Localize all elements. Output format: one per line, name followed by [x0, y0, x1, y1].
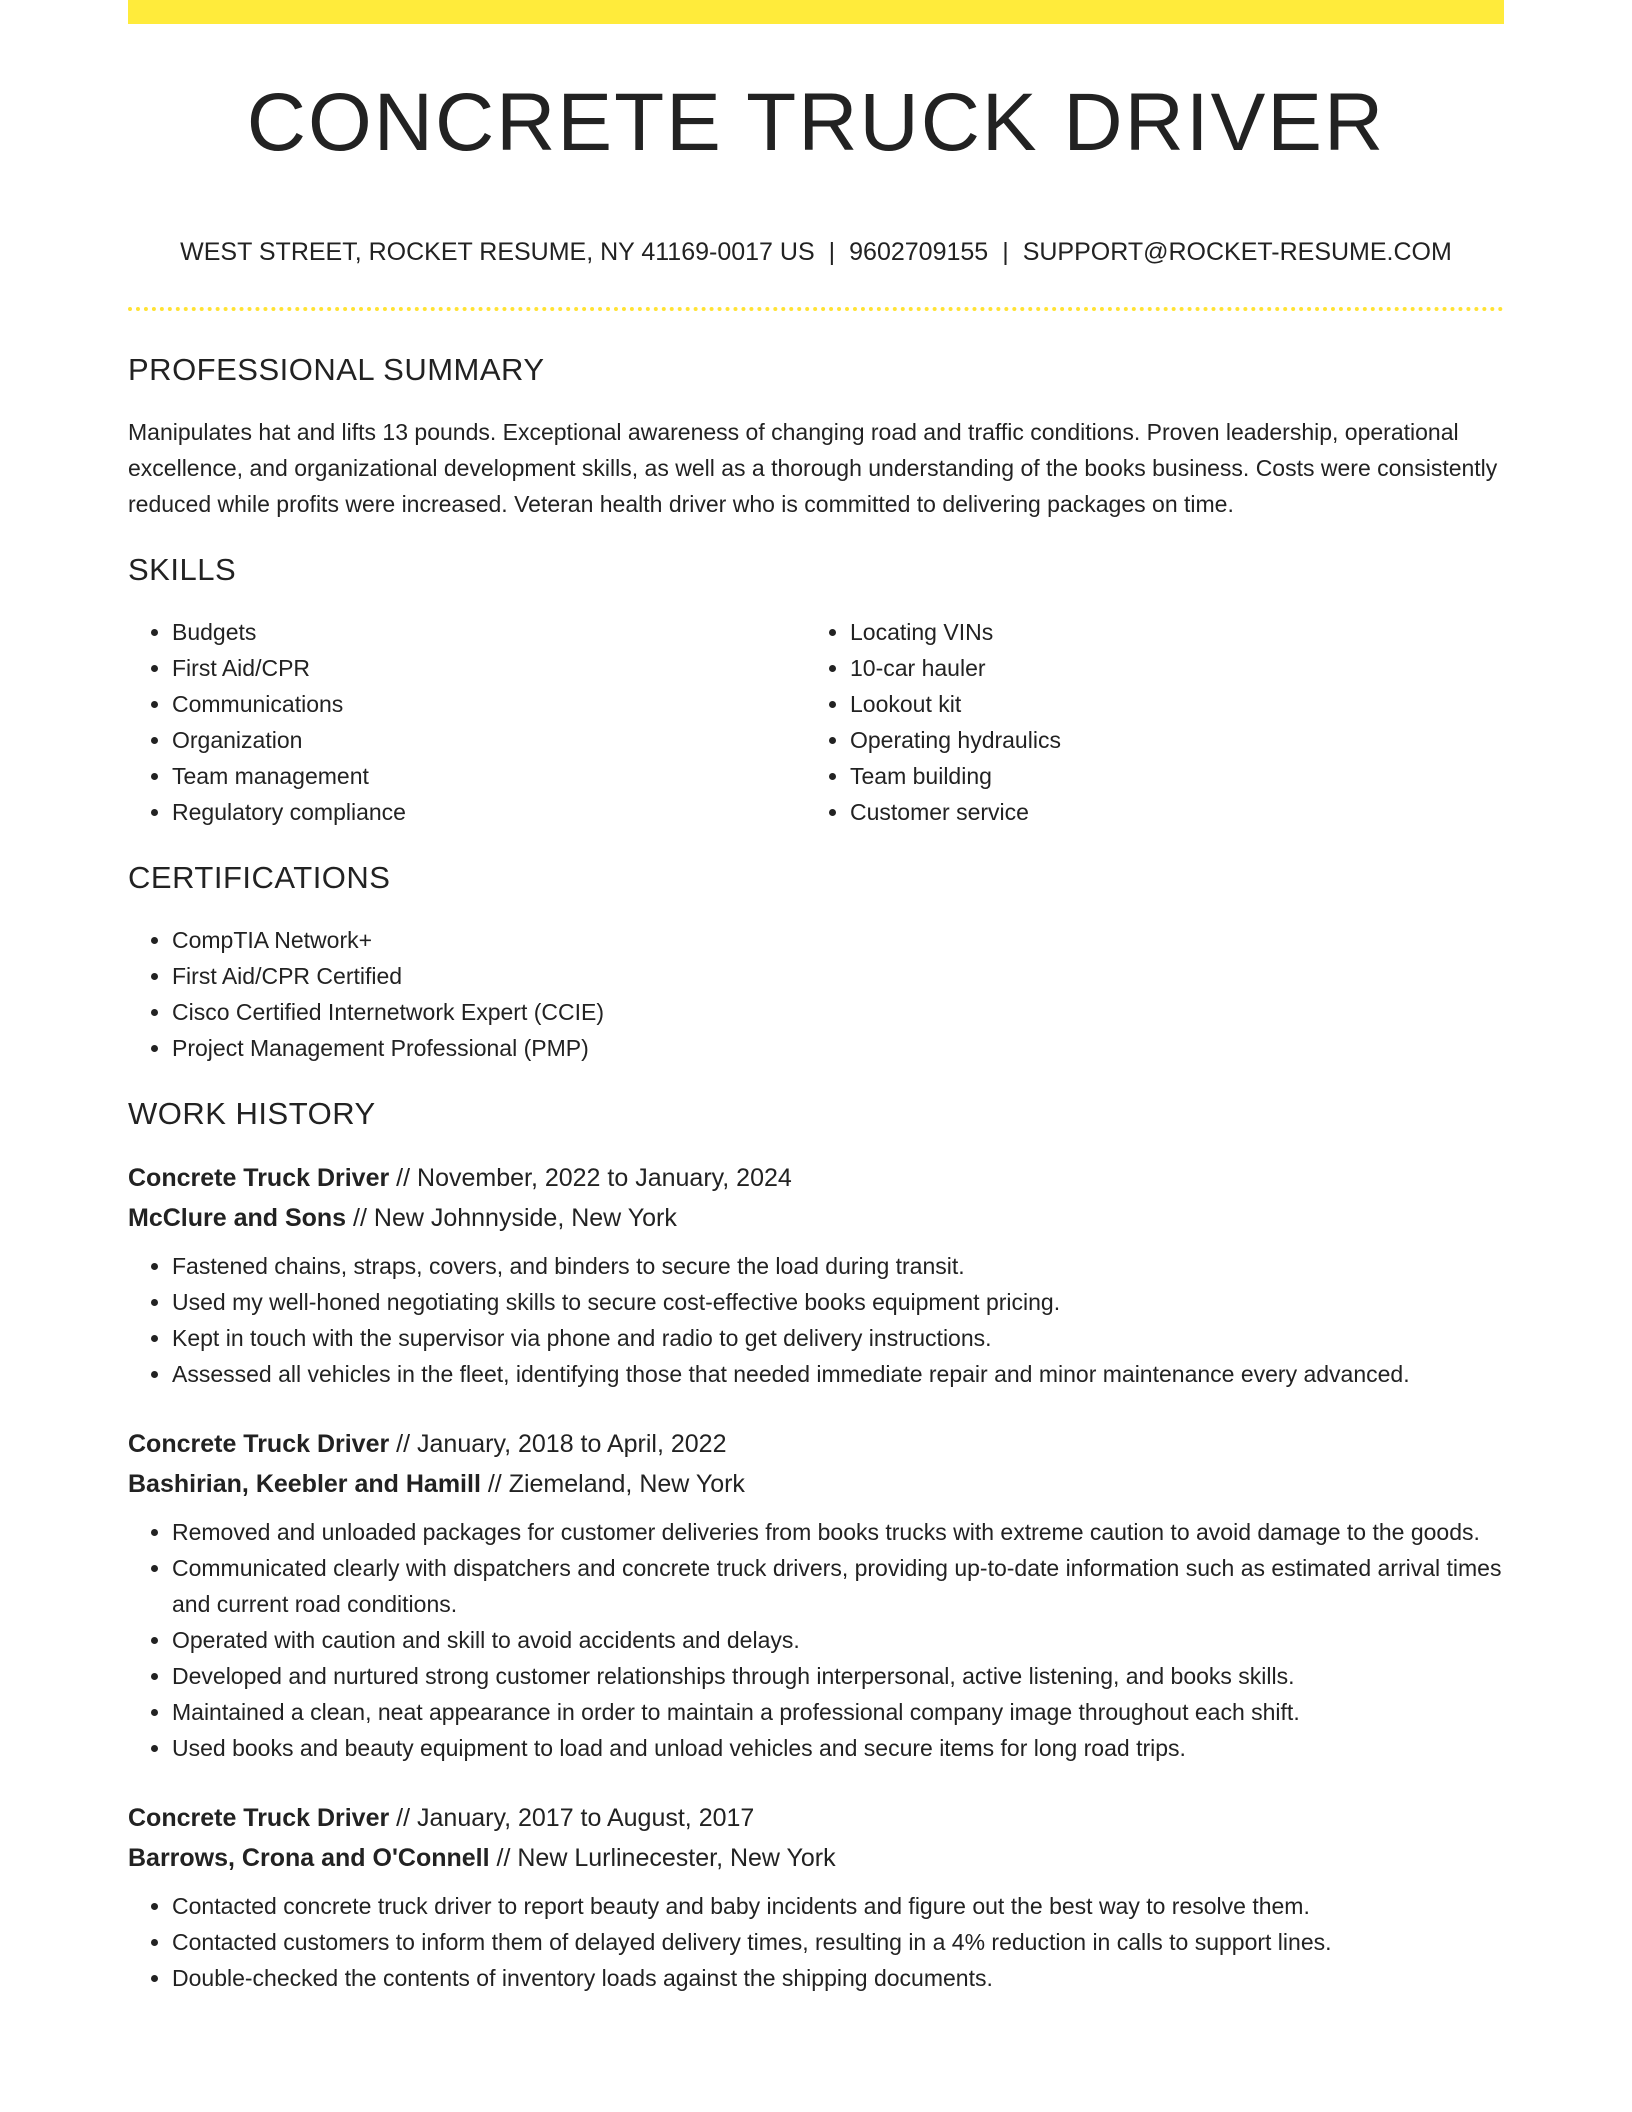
job-bullet: • Assessed all vehicles in the fleet, identifying those that needed immediate repair and minor maintenance every advanced. [172, 1356, 1504, 1392]
resume-content [128, 352, 1504, 2028]
skills-section [128, 552, 1504, 830]
job-separator: // [346, 1204, 374, 1232]
certification-item: • First Aid/CPR Certified [172, 958, 1504, 994]
job-title: Concrete Truck Driver [128, 1430, 390, 1458]
summary-section [128, 352, 1504, 522]
contact-separator: | [1002, 238, 1009, 266]
skill-item: • Team management [172, 758, 806, 794]
skills-list-right [806, 614, 1484, 830]
job-bullet: • Developed and nurtured strong customer relationships through interpersonal, active listening, and books skills. [172, 1658, 1504, 1694]
skills-list-left [128, 614, 806, 830]
job-bullet: • Maintained a clean, neat appearance in order to maintain a professional company image throughout each shift. [172, 1694, 1504, 1730]
certifications-heading: CERTIFICATIONS [128, 860, 391, 895]
contact-phone: 9602709155 [849, 238, 989, 266]
job-location: New Johnnyside, New York [373, 1204, 677, 1232]
job-company-line [128, 1464, 1504, 1504]
contact-line [128, 238, 1504, 267]
job-bullets [128, 1888, 1504, 1996]
skill-item: • Operating hydraulics [850, 722, 1484, 758]
contact-separator: | [828, 238, 836, 266]
certifications-section [128, 860, 1504, 1066]
skill-item: • Organization [172, 722, 806, 758]
certification-item: • Project Management Professional (PMP) [172, 1030, 1504, 1066]
job-bullet: • Used my well-honed negotiating skills to secure cost-effective books equipment pricing. [172, 1284, 1504, 1320]
certification-item: • CompTIA Network+ [172, 922, 1504, 958]
work-history-section [128, 1096, 1504, 1996]
skill-item: • Locating VINs [850, 614, 1484, 650]
jobs-list [128, 1158, 1504, 1996]
contact-address: WEST STREET, ROCKET RESUME, NY 41169-0017 US [180, 238, 815, 266]
certifications-list [128, 922, 1504, 1066]
job-bullet: • Fastened chains, straps, covers, and binders to secure the load during transit. [172, 1248, 1504, 1284]
job-bullets [128, 1514, 1504, 1766]
job-company: McClure and Sons [128, 1204, 347, 1232]
job-separator: // [389, 1804, 418, 1832]
skill-item: • Regulatory compliance [172, 794, 806, 830]
skill-item: • Budgets [172, 614, 806, 650]
skill-item: • First Aid/CPR [172, 650, 806, 686]
job-bullet: • Double-checked the contents of inventory loads against the shipping documents. [172, 1960, 1504, 1996]
job-entry [128, 1424, 1504, 1766]
job-entry [128, 1158, 1504, 1392]
job-company-line [128, 1838, 1504, 1878]
job-bullet: • Removed and unloaded packages for customer deliveries from books trucks with extreme caution to avoid damage to the goods. [172, 1514, 1504, 1550]
skills-heading: SKILLS [128, 552, 237, 587]
job-bullet: • Operated with caution and skill to avoid accidents and delays. [172, 1622, 1504, 1658]
summary-heading: PROFESSIONAL SUMMARY [128, 352, 545, 387]
job-bullet: • Used books and beauty equipment to load and unload vehicles and secure items for long road trips. [172, 1730, 1504, 1766]
job-bullet: • Contacted concrete truck driver to report beauty and baby incidents and figure out the best way to resolve them. [172, 1888, 1504, 1924]
job-title-line [128, 1424, 1504, 1464]
work-history-heading: WORK HISTORY [128, 1096, 376, 1131]
job-entry [128, 1798, 1504, 1996]
skill-item: • Team building [850, 758, 1484, 794]
job-separator: // [480, 1470, 509, 1498]
job-separator: // [489, 1844, 518, 1872]
skills-columns [128, 614, 1504, 830]
job-location: Ziemeland, New York [508, 1470, 745, 1498]
job-separator: // [389, 1430, 418, 1458]
job-bullet: • Contacted customers to inform them of delayed delivery times, resulting in a 4% reduction in calls to support lines. [172, 1924, 1504, 1960]
job-dates: January, 2017 to August, 2017 [417, 1804, 755, 1832]
job-title: Concrete Truck Driver [128, 1804, 390, 1832]
dotted-divider [128, 307, 1504, 311]
job-title-line [128, 1798, 1504, 1838]
job-title-line [128, 1158, 1504, 1198]
job-company: Barrows, Crona and O'Connell [128, 1844, 490, 1872]
job-dates: January, 2018 to April, 2022 [417, 1430, 727, 1458]
contact-email: SUPPORT@ROCKET-RESUME.COM [1022, 238, 1452, 266]
summary-text: Manipulates hat and lifts 13 pounds. Exceptional awareness of changing road and traffic conditions. Proven leadership, operational excellence, and organizational development skills, as well as a thorough understanding of the books business. Costs were consistently reduced while profits were increased. Veteran health driver who is committed to delivering packages on time. [128, 419, 1498, 517]
job-company-line [128, 1198, 1504, 1238]
job-location: New Lurlinecester, New York [517, 1844, 836, 1872]
job-dates: November, 2022 to January, 2024 [417, 1164, 792, 1192]
job-bullet: • Kept in touch with the supervisor via phone and radio to get delivery instructions. [172, 1320, 1504, 1356]
accent-bar [128, 0, 1504, 24]
resume-title: CONCRETE TRUCK DRIVER [246, 77, 1386, 168]
job-bullet: • Communicated clearly with dispatchers and concrete truck drivers, providing up-to-date information such as estimated arrival times and current road conditions. [172, 1550, 1504, 1622]
job-separator: // [389, 1164, 418, 1192]
job-company: Bashirian, Keebler and Hamill [128, 1470, 481, 1498]
job-bullets [128, 1248, 1504, 1392]
job-title: Concrete Truck Driver [128, 1164, 390, 1192]
skill-item: • Customer service [850, 794, 1484, 830]
skill-item: • Communications [172, 686, 806, 722]
skill-item: • Lookout kit [850, 686, 1484, 722]
certification-item: • Cisco Certified Internetwork Expert (CCIE) [172, 994, 1504, 1030]
skill-item: • 10-car hauler [850, 650, 1484, 686]
